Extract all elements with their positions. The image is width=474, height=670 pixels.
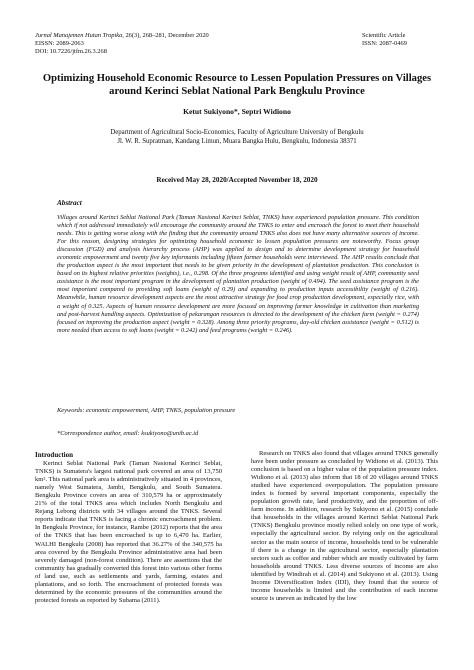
introduction-paragraph-1: Kerinci Seblat National Park (Taman Nasional Kerinci Seblat, TNKS) is Sumatera's largest national park covered an area of 13,750 km². This national park area is administratively situated in 4 provinces, namely West Sumatera, Jambi, Bengkulu, and South Sumatera. Bengkulu Province covers an area of 310,579 ha or approximately 21% of the total TNKS area which includes North Bengkulu and Rejang Lebong districts with 34 villages around the TNKS. Several reports indicate that TNKS is facing a chronic encroachment problem. In Bengkulu Province, for instance, Rambe (2012) reports that the area of the TNKS that has been encroached is up to 6,470 ha. Earlier, WALHI Bengkulu (2008) has reported that 36.27% of the 340,575 ha area covered by the Bengkulu Province administrative area had been severely damaged (non-forest condition). There are assertions that the community has gradually converted this forest into various other forms of land use, such as settlements and yards, farming, estates and plantations, and so forth. The encroachment of protected forests was determined by the economic pressures of the communities around the protected forests as reported by Subama (2011). — [35, 460, 222, 604]
title-line-1: Optimizing Household Economic Resource to Lessen Population Pressures on Villages — [42, 73, 432, 84]
journal-header — [35, 32, 209, 57]
journal-citation — [35, 32, 209, 40]
abstract-heading: Abstract — [57, 199, 82, 207]
issn: ISSN: 2087-0469 — [362, 40, 407, 48]
abstract-text: Villages around Kerinci Seblat National Park (Taman Nasional Kerinci Seblat, TNKS) have experienced population pressure. This condition which if not addressed immediately will encourage the community around the TNKS to enter and encroach the forest to meet their household needs. This is getting worse along with the finding that the community around TNKS also does not have many alternative sources of income. For this reason, designing strategies for optimizing household economic to lessen population pressures are noteworthy. Focus group discussion (FGD) and analysis hierarchy process (AHP) was applied to design and to determine development strategy for household economic empowerment and twenty five key informants including fifteen farmer households were interviewed. The AHP results conclude that the production aspect is the most important that needs to be given priority in the development of plantation production. This conclusion is based on its highest relative priorities (weights), i.e., 0.298. Of the three programs identified and using weight result of AHP, community seed assistance is the most important program in the development of plantation production (weight of 0.494). The seed assistance program is the most important compared to providing soft loans (weight of 0.29) and expanding to production inputs accessibility (weight of 0.216). Meanwhile, human resource development aspects are the most attractive strategy for food crop production development, especially rice, with a weight of 0.325. Aspects of human resource development are more focused on improving farmer knowledge in cultivation than marketing and post-harvest handling aspects. Optimization of pekarangan resources is directed to the development of the chicken farm (weight = 0.274) focused on improving the production aspect (weight = 0.328). Among three priority programs, day-old chicken assistance (weight = 0.512) is more needed than access to soft loans (weight = 0.242) and feed programs (weight = 0.246). — [57, 214, 419, 334]
column-right — [251, 450, 438, 603]
keywords: Keywords: economic empowerment, AHP, TNKS, population pressure — [57, 407, 236, 414]
journal-name: Jurnal Manajemen Hutan Tropika — [35, 32, 123, 39]
eissn: EISSN: 2089-2063 — [35, 40, 84, 48]
correspondence-note: *Correspondence author, email: ksukiyono@unib.ac.id — [57, 430, 199, 437]
article-info — [362, 32, 436, 48]
received-dates: Received May 28, 2020/Accepted November 18, 2020 — [156, 176, 318, 184]
journal-volume: , 26(3), 268–281, December 2020 — [122, 32, 209, 39]
title-line-2: around Kerinci Seblat National Park Bengkulu Province — [109, 85, 365, 97]
affiliation-line-1: Department of Agricultural Socio-Economics, Faculty of Agriculture University of Bengkulu — [110, 129, 364, 136]
introduction-paragraph-2: Research on TNKS also found that villages around TNKS generally have been under pressure as concluded by Widiono et al. (2013). This conclusion is based on a higher value of the population pressure index. Widiono et al. (2013) also inform that 18 of 20 villages around TNKS studied have experienced overpopulation. The population pressure index is formed by several important components, especially the population growth rate, land productivity, and the proportion of off-farm income. In addition, research by Sukiyono et al. (2015) conclude that households in the villages around Kerinci Seblat National Park (TNKS) Bengkulu province mostly relied solely on one type of work, especially the agricultural sector. By relying only on the agricultural sector as the main source of income, households tend to be vulnerable if there is a change in the agricultural sector, especially plantation sectors such as coffee and rubber which are mostly cultivated by farm households around TNKS. Less diverse sources of income are also identified by Windirah et al. (2014) and Sukiyono et al. (2013). Using Income Diversification Index (IDI), they found that the source of income households is limited and the contribution of each income source is uneven as indicated by the low — [251, 450, 438, 602]
column-left — [35, 451, 222, 605]
authors: Ketut Sukiyono*, Septri Widiono — [183, 107, 291, 116]
affiliation-line-2: Jl. W. R. Supratman, Kandang Limun, Muara Bangka Hulu, Bengkulu, Indonesia 38371 — [117, 137, 357, 145]
introduction-heading: Introduction — [35, 451, 73, 459]
article-type: Scientific Article — [362, 32, 406, 39]
paper-title — [40, 73, 434, 98]
affiliation — [30, 129, 444, 146]
doi[interactable]: DOI: 10.7226/jtfm.26.3.268 — [35, 48, 107, 56]
